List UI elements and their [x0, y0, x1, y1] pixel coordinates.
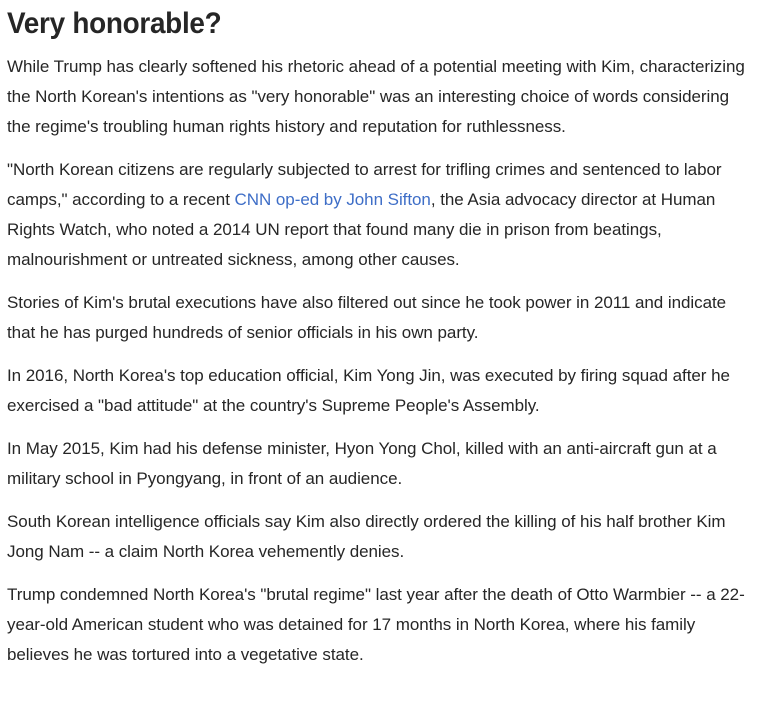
paragraph-6: South Korean intelligence officials say Kim also directly ordered the killing of his half brother Kim Jong Nam -- a claim North Korea vehemently denies. — [7, 512, 726, 561]
section-headline: Very honorable? — [7, 7, 222, 40]
paragraph-2 — [7, 155, 755, 275]
paragraph-2-text-after: , the Asia advocacy director at Human Rights Watch, who noted a 2014 UN report that found many die in prison from beatings, malnourishment or untreated sickness, among other causes. — [7, 190, 716, 269]
article-body — [7, 0, 755, 683]
paragraph-1: While Trump has clearly softened his rhetoric ahead of a potential meeting with Kim, characterizing the North Korean's intentions as "very honorable" was an interesting choice of words considering the regime's troubling human rights history and reputation for ruthlessness. — [7, 57, 745, 136]
paragraph-2-text-before: "North Korean citizens are regularly subjected to arrest for trifling crimes and sentenced to labor camps," according to a recent — [7, 160, 722, 209]
cnn-op-ed-link[interactable]: CNN op-ed by John Sifton — [234, 190, 431, 209]
paragraph-5: In May 2015, Kim had his defense minister, Hyon Yong Chol, killed with an anti-aircraft gun at a military school in Pyongyang, in front of an audience. — [7, 439, 717, 488]
paragraph-4: In 2016, North Korea's top education official, Kim Yong Jin, was executed by firing squad after he exercised a "bad attitude" at the country's Supreme People's Assembly. — [7, 366, 730, 415]
paragraph-3: Stories of Kim's brutal executions have also filtered out since he took power in 2011 and indicate that he has purged hundreds of senior officials in his own party. — [7, 293, 727, 342]
paragraph-7: Trump condemned North Korea's "brutal regime" last year after the death of Otto Warmbier -- a 22-year-old American student who was detained for 17 months in North Korea, where his family believes he was tortured into a vegetative state. — [7, 585, 745, 664]
